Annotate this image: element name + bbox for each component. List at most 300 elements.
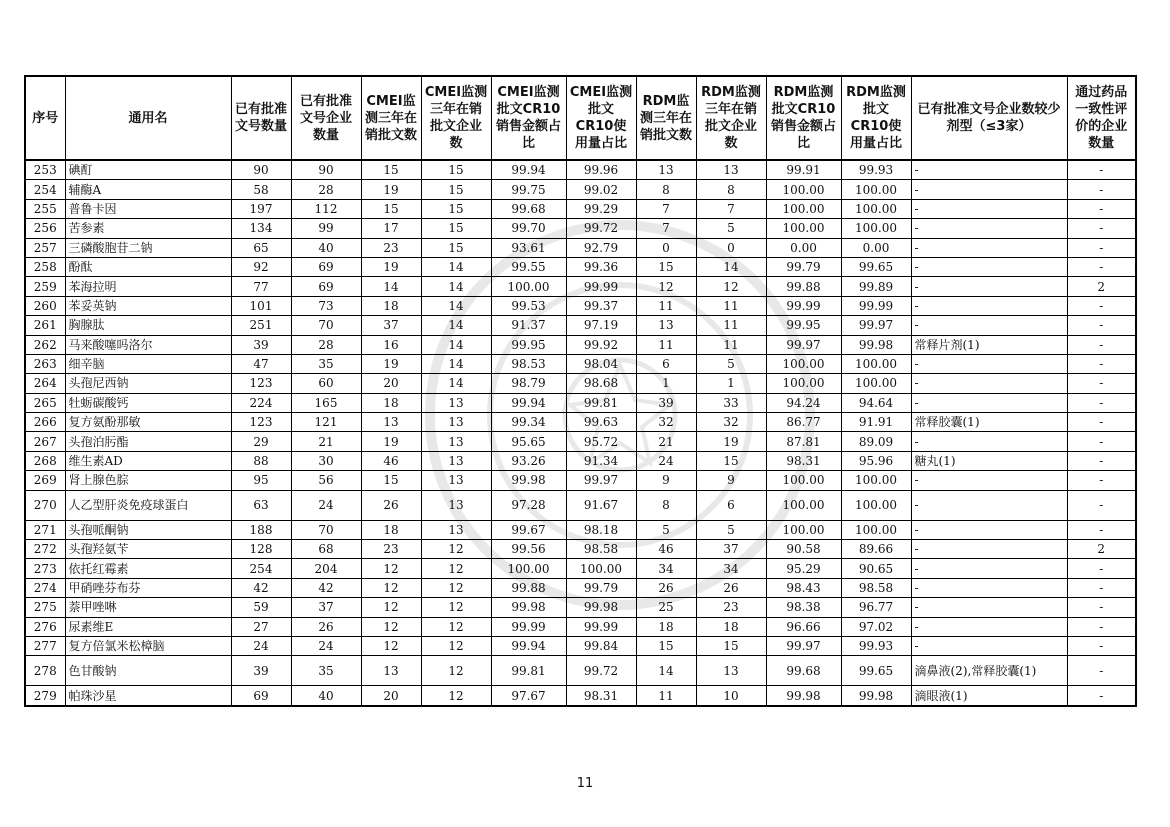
table-cell: 28	[291, 180, 361, 199]
table-cell: 99.99	[566, 277, 636, 296]
table-cell: -	[911, 432, 1067, 451]
table-row	[25, 257, 1136, 276]
table-cell: 257	[25, 238, 65, 257]
table-cell: 99.99	[841, 296, 911, 315]
table-cell: 197	[231, 199, 291, 218]
table-cell: 11	[696, 335, 766, 354]
table-cell: 辅酶A	[65, 180, 231, 199]
table-cell: 100.00	[841, 199, 911, 218]
table-cell: 常释片剂(1)	[911, 335, 1067, 354]
table-cell: 7	[696, 199, 766, 218]
table-cell: 99.93	[841, 160, 911, 180]
table-cell: 266	[25, 413, 65, 432]
table-cell: 40	[291, 686, 361, 706]
table-cell: 86.77	[766, 413, 841, 432]
table-cell: 88	[231, 451, 291, 470]
table-cell: 24	[636, 451, 696, 470]
table-row	[25, 296, 1136, 315]
table-cell: 7	[636, 199, 696, 218]
table-cell: 165	[291, 393, 361, 412]
table-cell: 254	[231, 559, 291, 578]
table-cell: 99.95	[491, 335, 566, 354]
table-cell: 59	[231, 598, 291, 617]
table-cell: 12	[361, 578, 421, 597]
table-cell: 99.98	[841, 686, 911, 706]
table-cell: 262	[25, 335, 65, 354]
table-cell: 224	[231, 393, 291, 412]
table-cell: -	[1067, 199, 1136, 218]
table-cell: 99.98	[491, 598, 566, 617]
table-cell: 糖丸(1)	[911, 451, 1067, 470]
table-cell: 100.00	[766, 471, 841, 490]
table-cell: 常释胶囊(1)	[911, 413, 1067, 432]
table-cell: -	[1067, 238, 1136, 257]
table-cell: 尿素维E	[65, 617, 231, 636]
table-cell: 15	[421, 219, 491, 238]
table-cell: 32	[636, 413, 696, 432]
table-cell: 90.65	[841, 559, 911, 578]
table-cell: 100.00	[841, 520, 911, 539]
table-cell: 98.53	[491, 354, 566, 373]
table-cell: 277	[25, 636, 65, 655]
table-cell: 95.29	[766, 559, 841, 578]
table-cell: -	[1067, 578, 1136, 597]
table-cell: 马来酸噻吗洛尔	[65, 335, 231, 354]
table-cell: 12	[421, 617, 491, 636]
table-cell: 255	[25, 199, 65, 218]
table-row	[25, 316, 1136, 335]
table-cell: 14	[421, 277, 491, 296]
table-cell: 8	[636, 180, 696, 199]
table-cell: 5	[696, 520, 766, 539]
table-cell: 99.98	[491, 471, 566, 490]
table-cell: -	[1067, 393, 1136, 412]
table-cell: 1	[636, 374, 696, 393]
table-cell: 94.24	[766, 393, 841, 412]
table-cell: 56	[291, 471, 361, 490]
table-cell: 12	[361, 617, 421, 636]
table-cell: 14	[421, 335, 491, 354]
table-header-row	[25, 76, 1136, 160]
table-cell: 68	[291, 540, 361, 559]
table-cell: 2	[1067, 277, 1136, 296]
table-cell: -	[1067, 354, 1136, 373]
table-cell: 14	[421, 374, 491, 393]
table-cell: 99.94	[491, 636, 566, 655]
table-cell: 14	[696, 257, 766, 276]
table-cell: 13	[421, 471, 491, 490]
table-cell: 89.66	[841, 540, 911, 559]
table-cell: 13	[421, 490, 491, 520]
table-cell: 275	[25, 598, 65, 617]
table-cell: 100.00	[841, 490, 911, 520]
table-cell: 112	[291, 199, 361, 218]
table-row	[25, 335, 1136, 354]
table-cell: 苦参素	[65, 219, 231, 238]
table-cell: 91.34	[566, 451, 636, 470]
table-cell: 121	[291, 413, 361, 432]
table-row	[25, 238, 1136, 257]
table-cell: 95.96	[841, 451, 911, 470]
table-cell: 99.88	[491, 578, 566, 597]
table-cell: 19	[361, 354, 421, 373]
table-cell: 99.92	[566, 335, 636, 354]
table-cell: -	[911, 636, 1067, 655]
table-cell: 30	[291, 451, 361, 470]
table-cell: 95	[231, 471, 291, 490]
table-cell: 98.43	[766, 578, 841, 597]
table-row	[25, 219, 1136, 238]
table-cell: 98.79	[491, 374, 566, 393]
table-cell: 26	[361, 490, 421, 520]
table-cell: 89.09	[841, 432, 911, 451]
table-row	[25, 636, 1136, 655]
table-cell: 18	[636, 617, 696, 636]
table-cell: 99.65	[841, 257, 911, 276]
table-cell: 23	[696, 598, 766, 617]
table-row	[25, 471, 1136, 490]
table-cell: 256	[25, 219, 65, 238]
table-cell: 100.00	[491, 277, 566, 296]
table-cell: 滴眼液(1)	[911, 686, 1067, 706]
table-cell: 100.00	[841, 471, 911, 490]
table-cell: 269	[25, 471, 65, 490]
table-cell: 头孢羟氨苄	[65, 540, 231, 559]
table-cell: 13	[421, 520, 491, 539]
table-cell: -	[1067, 520, 1136, 539]
table-row	[25, 598, 1136, 617]
table-cell: -	[1067, 686, 1136, 706]
table-cell: 19	[361, 432, 421, 451]
table-cell: 39	[231, 335, 291, 354]
table-cell: 99.99	[566, 617, 636, 636]
table-cell: 98.58	[566, 540, 636, 559]
table-cell: 26	[636, 578, 696, 597]
table-cell: 1	[696, 374, 766, 393]
table-cell: 苯海拉明	[65, 277, 231, 296]
table-cell: 99.79	[566, 578, 636, 597]
table-cell: 99.94	[491, 393, 566, 412]
table-cell: -	[911, 490, 1067, 520]
table-cell: 123	[231, 374, 291, 393]
table-cell: 0.00	[841, 238, 911, 257]
table-cell: 267	[25, 432, 65, 451]
table-cell: 头孢尼西钠	[65, 374, 231, 393]
table-cell: -	[911, 296, 1067, 315]
table-cell: 8	[696, 180, 766, 199]
table-cell: -	[911, 617, 1067, 636]
column-header: 通用名	[65, 76, 231, 160]
table-cell: 73	[291, 296, 361, 315]
table-row	[25, 354, 1136, 373]
table-cell: 134	[231, 219, 291, 238]
table-cell: 278	[25, 656, 65, 686]
table-cell: -	[1067, 617, 1136, 636]
table-cell: 20	[361, 374, 421, 393]
table-cell: 90	[291, 160, 361, 180]
table-cell: 99.55	[491, 257, 566, 276]
table-cell: 33	[696, 393, 766, 412]
table-cell: -	[911, 520, 1067, 539]
table-row	[25, 540, 1136, 559]
table-cell: -	[1067, 160, 1136, 180]
table-cell: 6	[696, 490, 766, 520]
table-cell: 14	[421, 257, 491, 276]
table-cell: 95.72	[566, 432, 636, 451]
table-row	[25, 686, 1136, 706]
table-cell: 12	[421, 598, 491, 617]
table-cell: 77	[231, 277, 291, 296]
table-cell: 99.97	[766, 335, 841, 354]
table-cell: 99.53	[491, 296, 566, 315]
table-cell: -	[911, 374, 1067, 393]
table-cell: 99.84	[566, 636, 636, 655]
table-cell: 253	[25, 160, 65, 180]
table-cell: 98.18	[566, 520, 636, 539]
table-cell: 25	[636, 598, 696, 617]
table-cell: 99.97	[841, 316, 911, 335]
table-cell: 63	[231, 490, 291, 520]
table-row	[25, 617, 1136, 636]
table-cell: 13	[421, 413, 491, 432]
table-cell: 5	[696, 354, 766, 373]
table-cell: 100.00	[841, 374, 911, 393]
table-cell: 99.94	[491, 160, 566, 180]
table-cell: 24	[291, 636, 361, 655]
table-cell: 维生素AD	[65, 451, 231, 470]
table-row	[25, 393, 1136, 412]
table-cell: 12	[361, 559, 421, 578]
table-cell: 26	[696, 578, 766, 597]
table-cell: 13	[361, 413, 421, 432]
table-cell: 123	[231, 413, 291, 432]
table-cell: 97.28	[491, 490, 566, 520]
table-cell: 98.58	[841, 578, 911, 597]
column-header: 已有批准文号数量	[231, 76, 291, 160]
table-cell: 26	[291, 617, 361, 636]
column-header: RDM监测三年在销批文数	[636, 76, 696, 160]
table-cell: 15	[361, 471, 421, 490]
table-cell: 12	[696, 277, 766, 296]
table-cell: 0	[696, 238, 766, 257]
table-cell: 97.67	[491, 686, 566, 706]
table-cell: -	[1067, 374, 1136, 393]
column-header: 序号	[25, 76, 65, 160]
table-cell: 42	[231, 578, 291, 597]
table-cell: 99.98	[566, 598, 636, 617]
table-cell: -	[911, 199, 1067, 218]
table-cell: 100.00	[766, 180, 841, 199]
table-cell: 肾上腺色腙	[65, 471, 231, 490]
table-cell: 胸腺肽	[65, 316, 231, 335]
table-cell: 261	[25, 316, 65, 335]
table-cell: -	[1067, 490, 1136, 520]
table-cell: 14	[421, 296, 491, 315]
table-cell: -	[911, 471, 1067, 490]
table-row	[25, 199, 1136, 218]
table-cell: 97.19	[566, 316, 636, 335]
table-cell: 11	[696, 296, 766, 315]
table-cell: 牡蛎碳酸钙	[65, 393, 231, 412]
table-cell: 头孢哌酮钠	[65, 520, 231, 539]
table-cell: 12	[421, 686, 491, 706]
table-cell: 15	[421, 160, 491, 180]
table-cell: 251	[231, 316, 291, 335]
table-cell: -	[911, 393, 1067, 412]
table-cell: 99	[291, 219, 361, 238]
table-cell: 268	[25, 451, 65, 470]
table-cell: 23	[361, 238, 421, 257]
table-cell: 11	[636, 686, 696, 706]
table-cell: 14	[421, 316, 491, 335]
table-cell: 15	[636, 257, 696, 276]
table-cell: 69	[291, 277, 361, 296]
table-row	[25, 559, 1136, 578]
table-cell: 普鲁卡因	[65, 199, 231, 218]
table-cell: 99.81	[566, 393, 636, 412]
table-cell: -	[1067, 180, 1136, 199]
table-cell: 271	[25, 520, 65, 539]
table-row	[25, 374, 1136, 393]
table-cell: 279	[25, 686, 65, 706]
table-cell: 270	[25, 490, 65, 520]
table-cell: 46	[361, 451, 421, 470]
table-cell: 37	[291, 598, 361, 617]
table-cell: 99.68	[491, 199, 566, 218]
table-cell: 帕珠沙星	[65, 686, 231, 706]
table-cell: 60	[291, 374, 361, 393]
table-cell: 98.68	[566, 374, 636, 393]
table-cell: 13	[361, 656, 421, 686]
table-row	[25, 578, 1136, 597]
table-cell: 87.81	[766, 432, 841, 451]
table-cell: 35	[291, 656, 361, 686]
table-cell: 100.00	[766, 354, 841, 373]
table-cell: 18	[696, 617, 766, 636]
table-cell: -	[1067, 257, 1136, 276]
table-cell: 96.77	[841, 598, 911, 617]
table-cell: 91.67	[566, 490, 636, 520]
table-cell: 99.96	[566, 160, 636, 180]
table-cell: 28	[291, 335, 361, 354]
table-cell: -	[1067, 296, 1136, 315]
table-cell: 99.02	[566, 180, 636, 199]
table-cell: 23	[361, 540, 421, 559]
table-cell: 29	[231, 432, 291, 451]
table-cell: 11	[636, 335, 696, 354]
column-header: 通过药品一致性评价的企业数量	[1067, 76, 1136, 160]
table-cell: 15	[361, 160, 421, 180]
table-row	[25, 160, 1136, 180]
table-cell: 18	[361, 520, 421, 539]
table-cell: 99.99	[766, 296, 841, 315]
table-cell: 12	[421, 559, 491, 578]
table-cell: 13	[636, 160, 696, 180]
table-cell: 35	[291, 354, 361, 373]
table-cell: 21	[291, 432, 361, 451]
table-cell: 258	[25, 257, 65, 276]
table-cell: 99.72	[566, 656, 636, 686]
table-cell: -	[1067, 598, 1136, 617]
table-cell: 100.00	[766, 520, 841, 539]
table-cell: 12	[421, 578, 491, 597]
table-row	[25, 413, 1136, 432]
table-cell: 92	[231, 257, 291, 276]
table-cell: 128	[231, 540, 291, 559]
table-cell: 8	[636, 490, 696, 520]
table-cell: 12	[636, 277, 696, 296]
table-cell: 99.37	[566, 296, 636, 315]
table-cell: 99.36	[566, 257, 636, 276]
table-cell: 100.00	[766, 199, 841, 218]
table-cell: 46	[636, 540, 696, 559]
table-cell: 98.38	[766, 598, 841, 617]
table-cell: 15	[696, 636, 766, 655]
table-cell: 100.00	[491, 559, 566, 578]
table-cell: 58	[231, 180, 291, 199]
table-cell: -	[911, 160, 1067, 180]
table-cell: 273	[25, 559, 65, 578]
table-cell: 13	[421, 393, 491, 412]
table-cell: -	[911, 578, 1067, 597]
table-cell: 15	[361, 199, 421, 218]
table-row	[25, 451, 1136, 470]
table-cell: 91.91	[841, 413, 911, 432]
table-cell: 酚酞	[65, 257, 231, 276]
table-cell: -	[1067, 335, 1136, 354]
table-cell: 69	[231, 686, 291, 706]
table-cell: 头孢泊肟酯	[65, 432, 231, 451]
table-cell: -	[911, 238, 1067, 257]
table-cell: 99.67	[491, 520, 566, 539]
table-cell: 人乙型肝炎免疫球蛋白	[65, 490, 231, 520]
table-cell: 甲硝唑芬布芬	[65, 578, 231, 597]
table-cell: 苯妥英钠	[65, 296, 231, 315]
table-cell: 90.58	[766, 540, 841, 559]
table-cell: 95.65	[491, 432, 566, 451]
table-cell: 14	[361, 277, 421, 296]
table-cell: 复方倍氯米松樟脑	[65, 636, 231, 655]
table-cell: -	[1067, 451, 1136, 470]
table-cell: 98.31	[766, 451, 841, 470]
table-cell: 100.00	[841, 180, 911, 199]
table-cell: 99.95	[766, 316, 841, 335]
table-cell: 91.37	[491, 316, 566, 335]
table-cell: 259	[25, 277, 65, 296]
table-cell: 272	[25, 540, 65, 559]
table-cell: 99.65	[841, 656, 911, 686]
column-header: CMEI监测批文CR10使用量占比	[566, 76, 636, 160]
table-cell: -	[911, 277, 1067, 296]
table-cell: 12	[361, 636, 421, 655]
table-cell: 滴鼻液(2),常释胶囊(1)	[911, 656, 1067, 686]
table-cell: -	[1067, 413, 1136, 432]
table-cell: -	[1067, 559, 1136, 578]
table-cell: 2	[1067, 540, 1136, 559]
column-header: CMEI监测三年在销批文数	[361, 76, 421, 160]
table-cell: 99.70	[491, 219, 566, 238]
table-cell: 15	[421, 180, 491, 199]
table-cell: 24	[231, 636, 291, 655]
table-cell: 14	[421, 354, 491, 373]
table-cell: 12	[421, 540, 491, 559]
table-row	[25, 277, 1136, 296]
table-cell: 99.93	[841, 636, 911, 655]
table-cell: 复方氨酚那敏	[65, 413, 231, 432]
table-cell: 260	[25, 296, 65, 315]
table-cell: 93.61	[491, 238, 566, 257]
table-cell: -	[1067, 432, 1136, 451]
